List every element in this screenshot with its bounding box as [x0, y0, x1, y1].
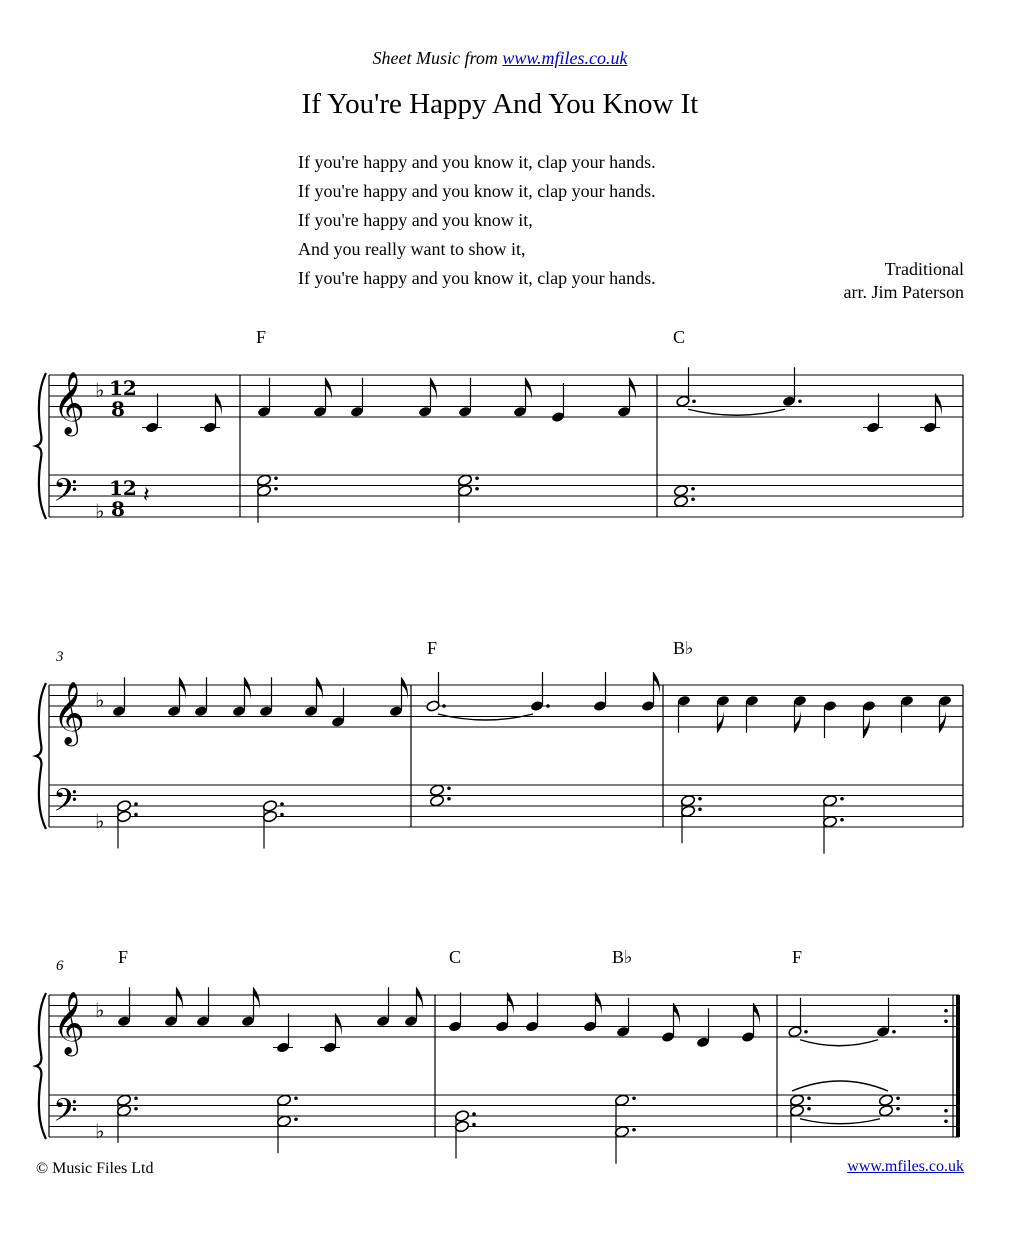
copyright: © Music Files Ltd [36, 1160, 154, 1177]
dot [691, 487, 695, 491]
dot [632, 1096, 636, 1100]
notehead [262, 800, 277, 813]
notehead [256, 474, 271, 487]
dot [798, 399, 802, 403]
notehead [680, 805, 695, 818]
repeat-dot [944, 1019, 948, 1023]
dot [804, 1030, 808, 1034]
time-sig-bottom: 8 [111, 497, 125, 521]
repeat-dot [944, 1109, 948, 1113]
notehead [116, 810, 131, 823]
brace [36, 683, 46, 829]
flag [674, 1003, 680, 1025]
composer: Traditional [884, 259, 964, 279]
dot [472, 1112, 476, 1116]
notehead [276, 1115, 291, 1128]
treble-clef: 𝄞 [53, 371, 85, 434]
notehead [116, 1094, 131, 1107]
chord-symbol: C [673, 327, 686, 347]
repeat-dot [944, 1009, 948, 1013]
dot [274, 487, 278, 491]
flag [940, 711, 946, 733]
measure-number: 6 [56, 958, 64, 974]
dot [134, 813, 138, 817]
notehead [454, 1120, 469, 1133]
dot [472, 1123, 476, 1127]
time-sig-top: 12 [109, 376, 137, 400]
notehead [789, 1104, 804, 1117]
lyric-line: If you're happy and you know it, clap your hands. [298, 181, 656, 201]
dot [840, 797, 844, 801]
notehead [276, 1094, 291, 1107]
notehead [116, 1104, 131, 1117]
notehead [429, 794, 444, 807]
dot [896, 1107, 900, 1111]
dot [632, 1128, 636, 1132]
lyric-line: If you're happy and you know it, [298, 210, 533, 230]
notehead [256, 484, 271, 497]
chord-symbol: F [256, 327, 267, 347]
dot [475, 476, 479, 480]
dot [807, 1096, 811, 1100]
lyric-line: And you really want to show it, [298, 239, 526, 259]
dot [475, 487, 479, 491]
bass-clef: 𝄢 [53, 472, 78, 516]
dot [447, 797, 451, 801]
key-flat-treble: ♭ [95, 998, 105, 1022]
flag [718, 711, 724, 733]
notehead [454, 1110, 469, 1123]
measure-number: 3 [56, 649, 64, 665]
bass-clef: 𝄢 [53, 782, 78, 826]
notehead [822, 815, 837, 828]
chord-symbol: C [449, 947, 462, 967]
key-flat-bass: ♭ [95, 809, 105, 833]
chord-symbol: F [118, 947, 129, 967]
dot [134, 1096, 138, 1100]
dot [294, 1117, 298, 1121]
notehead [116, 800, 131, 813]
notehead [673, 484, 688, 497]
bass-clef: 𝄢 [53, 1092, 78, 1136]
brace [36, 993, 46, 1139]
tie [792, 1081, 888, 1091]
chord-symbol: B♭ [673, 638, 694, 658]
dot [698, 807, 702, 811]
flag [795, 711, 801, 733]
source-prefix: Sheet Music from [372, 48, 498, 68]
footer-link[interactable]: www.mfiles.co.uk [847, 1158, 964, 1175]
dot [274, 476, 278, 480]
dot [447, 786, 451, 790]
chord-symbol: F [427, 638, 438, 658]
dot [692, 399, 696, 403]
notehead [673, 495, 688, 508]
dot [280, 813, 284, 817]
key-flat-treble: ♭ [95, 688, 105, 712]
flag [754, 1003, 760, 1025]
lyric-line: If you're happy and you know it, clap your hands. [298, 268, 656, 288]
dot [892, 1030, 896, 1034]
flag [654, 672, 660, 694]
dot [546, 704, 550, 708]
key-flat-bass: ♭ [95, 499, 105, 523]
dot [691, 497, 695, 501]
notehead [614, 1125, 629, 1138]
notehead [262, 810, 277, 823]
dot [294, 1096, 298, 1100]
notehead [457, 474, 472, 487]
repeat-dot [944, 1119, 948, 1123]
footer-link-wrap [847, 1158, 964, 1176]
dot [896, 1096, 900, 1100]
rest: 𝄽 [143, 483, 150, 508]
notehead [878, 1094, 893, 1107]
arranger: arr. Jim Paterson [843, 282, 964, 302]
tie [800, 1119, 880, 1124]
dot [280, 802, 284, 806]
dot [134, 1107, 138, 1111]
notehead [614, 1094, 629, 1107]
dot [840, 818, 844, 822]
flag [216, 394, 222, 416]
tie [688, 409, 785, 415]
notehead [789, 1094, 804, 1107]
tie [800, 1040, 878, 1046]
treble-clef: 𝄞 [53, 681, 85, 744]
notehead [878, 1104, 893, 1117]
flag [508, 993, 514, 1015]
time-sig-top: 12 [109, 476, 137, 500]
chord-symbol: F [792, 947, 803, 967]
flag [336, 1014, 342, 1036]
dot [807, 1107, 811, 1111]
notehead [457, 484, 472, 497]
song-title: If You're Happy And You Know It [301, 88, 699, 120]
treble-clef: 𝄞 [53, 991, 85, 1054]
flag [596, 993, 602, 1015]
notehead [429, 784, 444, 797]
key-flat-treble: ♭ [95, 378, 105, 402]
notehead [822, 794, 837, 807]
dot [134, 802, 138, 806]
brace [36, 373, 46, 519]
lyric-line: If you're happy and you know it, clap your hands. [298, 152, 656, 172]
dot [698, 797, 702, 801]
flag [936, 394, 942, 416]
dot [442, 704, 446, 708]
source-link[interactable]: www.mfiles.co.uk [502, 48, 628, 68]
notehead [680, 794, 695, 807]
final-barline [956, 995, 960, 1137]
chord-symbol: B♭ [612, 947, 633, 967]
time-sig-bottom: 8 [111, 397, 125, 421]
key-flat-bass: ♭ [95, 1119, 105, 1143]
